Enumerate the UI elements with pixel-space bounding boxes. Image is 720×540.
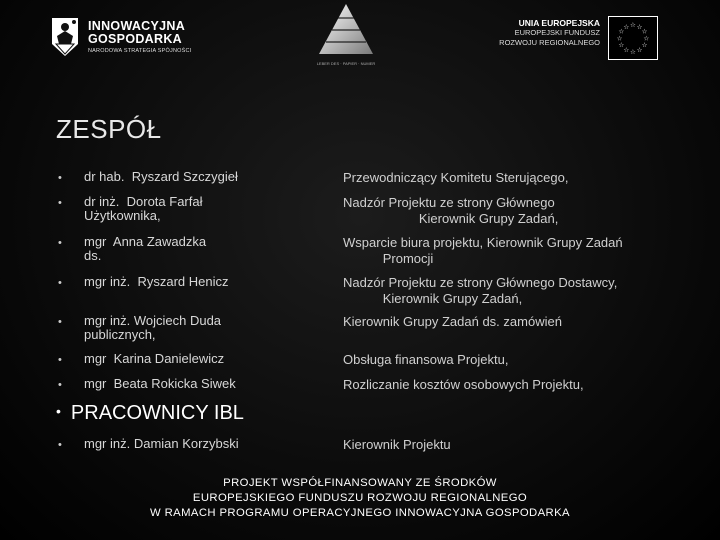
member-role: Przewodniczący Komitetu Sterującego,	[343, 170, 569, 185]
section-bullet: •	[56, 403, 61, 419]
member-role: Nadzór Projektu ze strony Głównego Kierownik Grupy Zadań,	[343, 195, 559, 226]
eu-flag-icon	[608, 16, 658, 60]
innovation-logo-line2: GOSPODARKA	[88, 32, 182, 46]
member-role: Wsparcie biura projektu, Kierownik Grupy Zadań Promocji	[343, 235, 623, 266]
member-role: Kierownik Grupy Zadań ds. zamówień	[343, 314, 562, 329]
eu-star-icon: ☆	[630, 22, 636, 30]
member-role: Kierownik Projektu	[343, 437, 451, 452]
eu-star-icon: ☆	[643, 35, 650, 43]
member-name: mgr inż. Ryszard Henicz	[84, 274, 229, 289]
member-name: mgr Anna Zawadzka ds.	[84, 234, 207, 263]
eu-star-icon: ☆	[641, 42, 648, 50]
eu-star-icon: ☆	[618, 42, 625, 50]
eu-logo-line1: UNIA EUROPEJSKA	[518, 18, 600, 28]
footer-line2: EUROPEJSKIEGO FUNDUSZU ROZWOJU REGIONALNEGO	[192, 492, 528, 504]
pyramid-logo	[312, 2, 380, 66]
eu-star-icon: ☆	[618, 28, 625, 36]
innovation-logo	[48, 14, 198, 62]
eu-star-icon: ☆	[636, 46, 643, 54]
innovation-logo-line3: NARODOWA STRATEGIA SPÓJNOŚCI	[88, 48, 192, 54]
eu-star-icon: ☆	[623, 46, 630, 54]
section-title: PRACOWNICY IBL	[70, 402, 244, 424]
member-role: Obsługa finansowa Projektu,	[343, 352, 509, 367]
list-bullet: •	[58, 439, 62, 451]
member-name: mgr inż. Damian Korzybski	[84, 436, 239, 451]
list-bullet: •	[58, 277, 62, 289]
pyramid-icon	[316, 2, 376, 56]
eu-logo-line3: ROZWOJU REGIONALNEGO	[499, 38, 600, 47]
innovation-logo-line1: INNOWACYJNA	[88, 19, 186, 33]
innovation-logo-icon	[48, 14, 82, 60]
list-bullet: •	[58, 197, 62, 209]
member-name: mgr Karina Danielewicz	[84, 351, 225, 366]
eu-star-icon: ☆	[616, 35, 623, 43]
footer-line3: W RAMACH PROGRAMU OPERACYJNEGO INNOWACYJNA GOSPODARKA	[150, 507, 570, 519]
eu-logo	[488, 16, 672, 62]
eu-star-icon: ☆	[636, 23, 643, 31]
list-bullet: •	[58, 354, 62, 366]
eu-star-icon: ☆	[623, 23, 630, 31]
eu-star-icon: ☆	[630, 48, 636, 56]
pyramid-caption: LEBER DES · PAPIER · NUMER	[316, 61, 376, 66]
list-bullet: •	[58, 379, 62, 391]
eu-star-icon: ☆	[641, 28, 648, 36]
list-bullet: •	[58, 316, 62, 328]
member-name: mgr inż. Wojciech Duda publicznych,	[84, 313, 222, 342]
section-heading-ibl	[56, 402, 244, 425]
footer	[100, 476, 620, 521]
logo-bar	[0, 0, 720, 72]
page-title: ZESPÓŁ	[56, 114, 162, 144]
list-bullet: •	[58, 172, 62, 184]
member-name: dr hab. Ryszard Szczygieł	[84, 169, 238, 184]
member-role: Nadzór Projektu ze strony Głównego Dostawcy, Kierownik Grupy Zadań,	[343, 275, 618, 306]
footer-line1: PROJEKT WSPÓŁFINANSOWANY ZE ŚRODKÓW	[223, 477, 497, 489]
member-name: dr inż. Dorota Farfał Użytkownika,	[84, 194, 203, 223]
eu-logo-line2: EUROPEJSKI FUNDUSZ	[514, 28, 600, 37]
member-role: Rozliczanie kosztów osobowych Projektu,	[343, 377, 584, 392]
member-name: mgr Beata Rokicka Siwek	[84, 376, 236, 391]
list-bullet: •	[58, 237, 62, 249]
